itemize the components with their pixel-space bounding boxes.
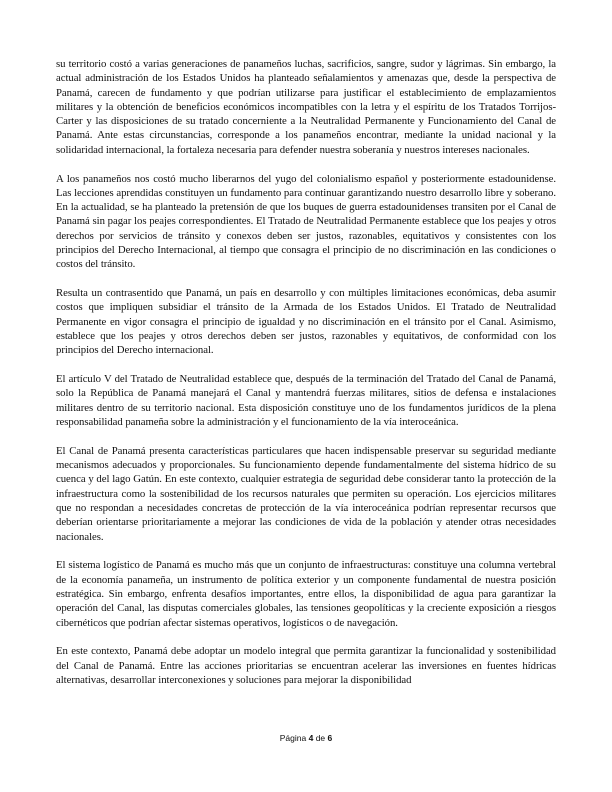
paragraph: El Canal de Panamá presenta características particulares que hacen indispensable preservar su seguridad mediante mecanismos adecuados y proporcionales. Su funcionamiento depende fundamentalmente del sistema hídrico de su cuenca y del lago Gatún. En este contexto, cualquier estrategia de seguridad debe considerar tanto la protección de la infraestructura como la sostenibilidad de los recursos naturales que permiten su operación. Los ejercicios militares que no respondan a necesidades concretas de protección de la vía interoceánica podrían representar recursos que deberían orientarse prioritariamente a mejorar las condiciones de vida de la población y atender otras necesidades nacionales. [56, 444, 556, 543]
paragraph: En este contexto, Panamá debe adoptar un modelo integral que permita garantizar la funcionalidad y sostenibilidad del Canal de Panamá. Entre las acciones prioritarias se encuentran acelerar las inversiones en fuentes hídricas alternativas, desarrollar interconexiones y soluciones para mejorar la disponibilidad [56, 645, 556, 686]
paragraph: El sistema logístico de Panamá es mucho más que un conjunto de infraestructuras: constituye una columna vertebral de la economía panameña, un instrumento de política exterior y un componente fundamental de nuestra posición estratégica. Sin embargo, enfrenta desafíos importantes, entre ellos, la disponibilidad de agua para garantizar la operación del Canal, las disputas comerciales globales, las tensiones geopolíticas y la creciente exposición a riesgos cibernéticos que podrían afectar sistemas operativos, logísticos o de navegación. [56, 559, 556, 629]
footer-page-number: 4 [308, 733, 314, 743]
footer-middle: de [313, 733, 328, 743]
paragraph: El artículo V del Tratado de Neutralidad establece que, después de la terminación del Tratado del Canal de Panamá, solo la República de Panamá manejará el Canal y mantendrá fuerzas militares, sitios de defensa e instalaciones militares dentro de su territorio nacional. Esta disposición constituye uno de los fundamentos jurídicos de la plena responsabilidad panameña sobre la administración y el funcionamiento de la vía interoceánica. [56, 373, 556, 429]
paragraph: A los panameños nos costó mucho liberarnos del yugo del colonialismo español y posteriormente estadounidense. Las lecciones aprendidas constituyen un fundamento para continuar garantizando nuestro desarrollo libre y soberano. En la actualidad, se ha planteado la pretensión de que los buques de guerra estadounidenses transiten por el Canal de Panamá sin pagar los peajes correspondientes. El Tratado de Neutralidad Permanente establece que los peajes y otros derechos por servicios de tránsito y conexos deben ser justos, razonables, equitativos y consistentes con los principios del Derecho Internacional, al tiempo que consagra el principio de no discriminación en las condiciones o costos del tránsito. [56, 172, 556, 271]
page-footer [0, 733, 612, 743]
paragraph: su territorio costó a varias generaciones de panameños luchas, sacrificios, sangre, sudor y lágrimas. Sin embargo, la actual administración de los Estados Unidos ha planteado señalamientos y amenazas que, desde la perspectiva de Panamá, carecen de fundamento y que podrían utilizarse para justificar el establecimiento de emplazamientos militares y la obtención de beneficios económicos incompatibles con la letra y el espíritu de los Tratados Torrijos-Carter y las disposiciones de su tratado concerniente a la Neutralidad Permanente y Funcionamiento del Canal de Panamá. Ante estas circunstancias, corresponde a los panameños encontrar, mediante la unidad nacional y la solidaridad internacional, la fortaleza necesaria para defender nuestra soberanía y nuestros intereses nacionales. [56, 58, 556, 156]
document-body [56, 57, 556, 702]
footer-prefix: Página [279, 733, 309, 743]
paragraph: Resulta un contrasentido que Panamá, un país en desarrollo y con múltiples limitaciones económicas, deba asumir costos que impliquen subsidiar el tránsito de la Armada de los Estados Unidos. El Tratado de Neutralidad Permanente en vigor consagra el principio de igualdad y no discriminación en el tránsito por el Canal. Asimismo, establece que los peajes y otros derechos deben ser justos, razonables y equitativos, de conformidad con los principios del Derecho internacional. [56, 287, 556, 357]
footer-page-total: 6 [327, 733, 333, 743]
